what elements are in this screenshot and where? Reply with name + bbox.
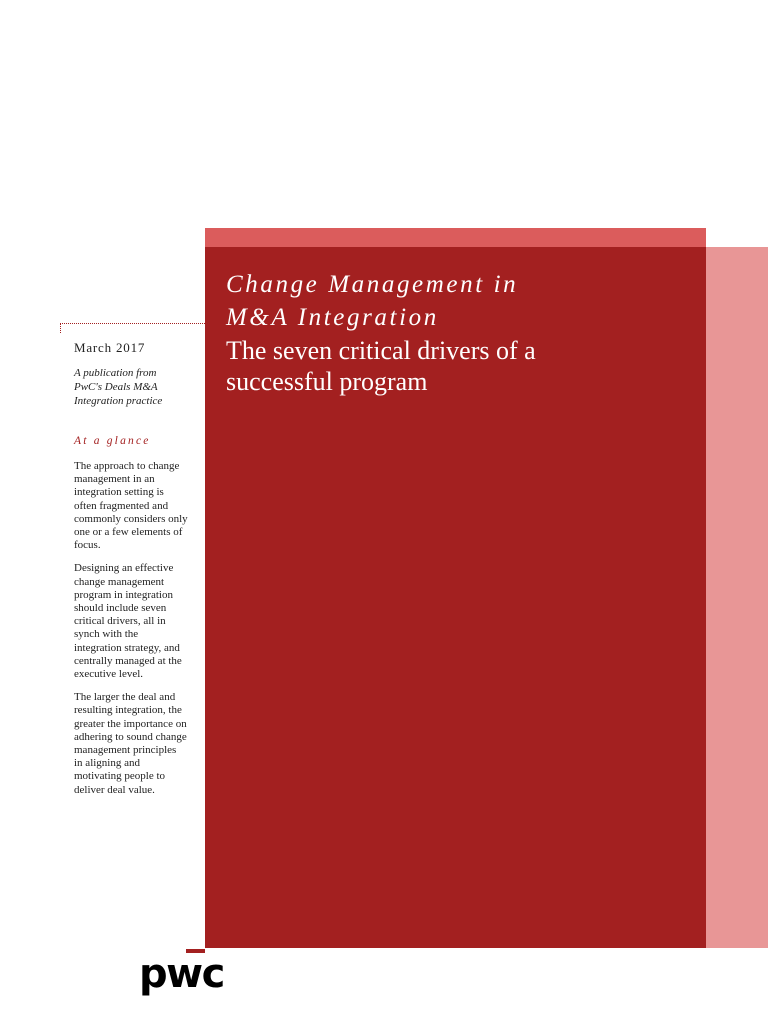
paragraph-line: synch with the <box>74 628 139 641</box>
paragraph-line: commonly considers only <box>74 512 188 525</box>
document-subtitle-line: The seven critical drivers of a <box>226 336 536 365</box>
at-a-glance-heading: At a glance <box>74 435 151 447</box>
summary-paragraph <box>74 691 206 797</box>
paragraph-line: Designing an effective <box>74 562 174 575</box>
paragraph-line: The approach to change <box>74 460 180 472</box>
summary-paragraph <box>74 562 206 681</box>
paragraph-line: The larger the deal and <box>74 691 176 704</box>
document-title <box>226 268 696 334</box>
document-subtitle <box>226 335 696 397</box>
paragraph-line: greater the importance on <box>74 717 187 730</box>
paragraph-line: management in an <box>74 473 155 486</box>
paragraph-line: centrally managed at the <box>74 654 182 667</box>
paragraph-line: deliver deal value. <box>74 783 155 796</box>
paragraph-line: critical drivers, all in <box>74 615 166 628</box>
paragraph-line: often fragmented and <box>74 499 169 512</box>
document-title-line: M&A Integration <box>226 304 439 331</box>
publication-date: March 2017 <box>74 340 146 355</box>
publication-note-line: Integration practice <box>74 395 163 407</box>
paragraph-line: program in integration <box>74 588 173 601</box>
paragraph-line: integration setting is <box>74 486 164 499</box>
summary-paragraph <box>74 460 206 552</box>
paragraph-line: adhering to sound change <box>74 730 187 743</box>
sidebar <box>74 340 206 807</box>
paragraph-line: resulting integration, the <box>74 704 182 717</box>
pwc-logo: pwc <box>139 951 224 997</box>
paragraph-line: focus. <box>74 539 101 552</box>
paragraph-line: integration strategy, and <box>74 641 180 654</box>
paragraph-line: one or a few elements of <box>74 526 183 539</box>
paragraph-line: in aligning and <box>74 757 140 770</box>
sidebar-divider-tick <box>60 323 61 333</box>
publication-note-line: PwC's Deals M&A <box>74 381 158 393</box>
sidebar-divider <box>60 323 205 324</box>
paragraph-line: management principles <box>74 744 177 757</box>
cover-side-panel <box>706 247 768 948</box>
paragraph-line: motivating people to <box>74 770 166 783</box>
header-stripe <box>205 228 706 247</box>
paragraph-line: executive level. <box>74 668 144 681</box>
document-subtitle-line: successful program <box>226 367 428 396</box>
paragraph-line: should include seven <box>74 602 167 615</box>
paragraph-line: change management <box>74 575 165 588</box>
publication-note-line: A publication from <box>74 367 157 379</box>
publication-note <box>74 366 206 408</box>
document-title-line: Change Management in <box>226 271 519 298</box>
